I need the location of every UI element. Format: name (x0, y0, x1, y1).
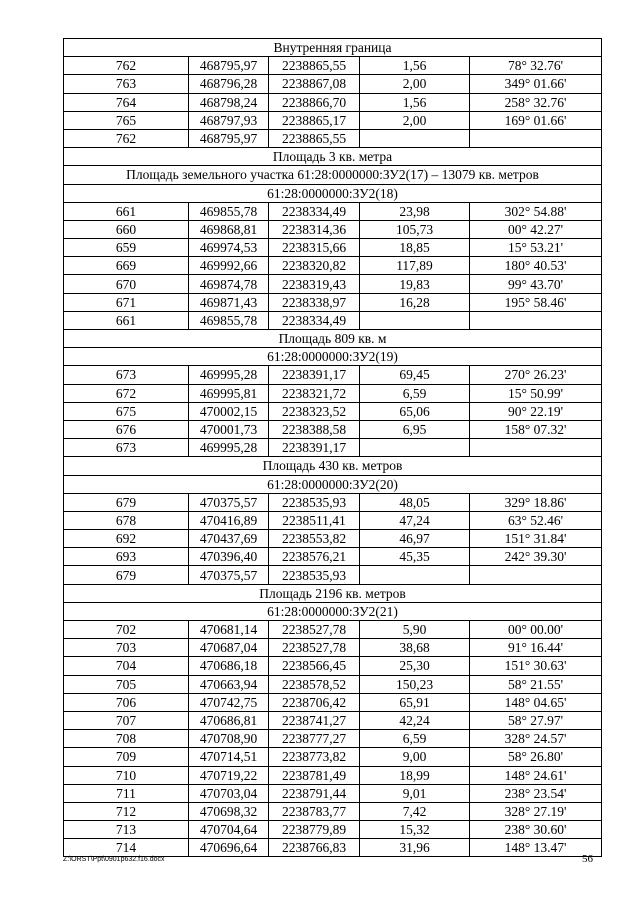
x-coordinate-cell: 470742,75 (189, 693, 269, 711)
direction-angle-cell: 151° 31.84' (470, 530, 602, 548)
y-coordinate-cell: 2238321,72 (269, 384, 360, 402)
distance-cell: 15,32 (360, 821, 470, 839)
point-number-cell: 765 (64, 111, 189, 129)
y-coordinate-cell: 2238527,78 (269, 639, 360, 657)
direction-angle-cell (470, 566, 602, 584)
direction-angle-cell: 158° 07.32' (470, 420, 602, 438)
distance-cell: 65,06 (360, 402, 470, 420)
table-row (64, 748, 602, 766)
y-coordinate-cell: 2238706,42 (269, 693, 360, 711)
direction-angle-cell: 15° 50.99' (470, 384, 602, 402)
y-coordinate-cell: 2238866,70 (269, 93, 360, 111)
point-number-cell: 703 (64, 639, 189, 657)
y-coordinate-cell: 2238865,55 (269, 129, 360, 147)
section-header-row (64, 584, 602, 602)
x-coordinate-cell: 470703,04 (189, 784, 269, 802)
point-number-cell: 709 (64, 748, 189, 766)
distance-cell: 25,30 (360, 657, 470, 675)
table-row (64, 129, 602, 147)
table-row (64, 493, 602, 511)
section-header-row (64, 184, 602, 202)
table-row (64, 93, 602, 111)
distance-cell: 47,24 (360, 511, 470, 529)
direction-angle-cell: 91° 16.44' (470, 639, 602, 657)
point-number-cell: 672 (64, 384, 189, 402)
distance-cell (360, 129, 470, 147)
distance-cell: 5,90 (360, 621, 470, 639)
point-number-cell: 702 (64, 621, 189, 639)
x-coordinate-cell: 469995,28 (189, 366, 269, 384)
section-header-cell: 61:28:0000000:ЗУ2(18) (64, 184, 602, 202)
table-row (64, 239, 602, 257)
x-coordinate-cell: 469868,81 (189, 220, 269, 238)
direction-angle-cell: 99° 43.70' (470, 275, 602, 293)
y-coordinate-cell: 2238741,27 (269, 711, 360, 729)
distance-cell: 105,73 (360, 220, 470, 238)
point-number-cell: 714 (64, 839, 189, 857)
distance-cell: 65,91 (360, 693, 470, 711)
direction-angle-cell (470, 129, 602, 147)
direction-angle-cell: 302° 54.88' (470, 202, 602, 220)
table-row (64, 730, 602, 748)
x-coordinate-cell: 470001,73 (189, 420, 269, 438)
table-row (64, 548, 602, 566)
table-row (64, 821, 602, 839)
table-row (64, 293, 602, 311)
x-coordinate-cell: 470396,40 (189, 548, 269, 566)
distance-cell: 48,05 (360, 493, 470, 511)
x-coordinate-cell: 470437,69 (189, 530, 269, 548)
direction-angle-cell: 58° 21.55' (470, 675, 602, 693)
table-row (64, 693, 602, 711)
distance-cell: 46,97 (360, 530, 470, 548)
y-coordinate-cell: 2238391,17 (269, 439, 360, 457)
direction-angle-cell: 329° 18.86' (470, 493, 602, 511)
distance-cell: 9,01 (360, 784, 470, 802)
y-coordinate-cell: 2238315,66 (269, 239, 360, 257)
direction-angle-cell: 58° 26.80' (470, 748, 602, 766)
x-coordinate-cell: 468795,97 (189, 129, 269, 147)
x-coordinate-cell: 468796,28 (189, 75, 269, 93)
distance-cell: 7,42 (360, 802, 470, 820)
table-row (64, 75, 602, 93)
distance-cell: 150,23 (360, 675, 470, 693)
y-coordinate-cell: 2238766,83 (269, 839, 360, 857)
y-coordinate-cell: 2238553,82 (269, 530, 360, 548)
distance-cell: 42,24 (360, 711, 470, 729)
direction-angle-cell: 349° 01.66' (470, 75, 602, 93)
table-row (64, 802, 602, 820)
y-coordinate-cell: 2238566,45 (269, 657, 360, 675)
y-coordinate-cell: 2238783,77 (269, 802, 360, 820)
x-coordinate-cell: 470696,64 (189, 839, 269, 857)
x-coordinate-cell: 469995,28 (189, 439, 269, 457)
direction-angle-cell: 148° 24.61' (470, 766, 602, 784)
point-number-cell: 673 (64, 439, 189, 457)
distance-cell: 6,95 (360, 420, 470, 438)
x-coordinate-cell: 469855,78 (189, 311, 269, 329)
table-row (64, 402, 602, 420)
coordinates-table (63, 38, 602, 857)
direction-angle-cell: 63° 52.46' (470, 511, 602, 529)
distance-cell: 19,83 (360, 275, 470, 293)
direction-angle-cell: 148° 04.65' (470, 693, 602, 711)
table-row (64, 657, 602, 675)
y-coordinate-cell: 2238777,27 (269, 730, 360, 748)
y-coordinate-cell: 2238338,97 (269, 293, 360, 311)
distance-cell: 23,98 (360, 202, 470, 220)
point-number-cell: 710 (64, 766, 189, 784)
point-number-cell: 678 (64, 511, 189, 529)
y-coordinate-cell: 2238773,82 (269, 748, 360, 766)
section-header-row (64, 39, 602, 57)
y-coordinate-cell: 2238576,21 (269, 548, 360, 566)
distance-cell (360, 311, 470, 329)
point-number-cell: 669 (64, 257, 189, 275)
y-coordinate-cell: 2238388,58 (269, 420, 360, 438)
distance-cell (360, 439, 470, 457)
distance-cell (360, 566, 470, 584)
table-row (64, 220, 602, 238)
y-coordinate-cell: 2238867,08 (269, 75, 360, 93)
point-number-cell: 676 (64, 420, 189, 438)
y-coordinate-cell: 2238323,52 (269, 402, 360, 420)
table-row (64, 766, 602, 784)
section-header-row (64, 148, 602, 166)
page-number: 56 (582, 853, 593, 865)
point-number-cell: 762 (64, 57, 189, 75)
x-coordinate-cell: 470719,22 (189, 766, 269, 784)
table-row (64, 57, 602, 75)
point-number-cell: 670 (64, 275, 189, 293)
table-row (64, 420, 602, 438)
direction-angle-cell: 148° 13.47' (470, 839, 602, 857)
table-row (64, 839, 602, 857)
point-number-cell: 707 (64, 711, 189, 729)
section-header-cell: Площадь 3 кв. метра (64, 148, 602, 166)
y-coordinate-cell: 2238334,49 (269, 311, 360, 329)
direction-angle-cell (470, 311, 602, 329)
x-coordinate-cell: 470698,32 (189, 802, 269, 820)
distance-cell: 2,00 (360, 111, 470, 129)
section-header-cell: Площадь 2196 кв. метров (64, 584, 602, 602)
table-row (64, 639, 602, 657)
x-coordinate-cell: 470686,81 (189, 711, 269, 729)
section-header-row (64, 457, 602, 475)
direction-angle-cell: 328° 24.57' (470, 730, 602, 748)
table-row (64, 311, 602, 329)
x-coordinate-cell: 469992,66 (189, 257, 269, 275)
x-coordinate-cell: 470416,89 (189, 511, 269, 529)
direction-angle-cell: 15° 53.21' (470, 239, 602, 257)
section-header-cell: Площадь 809 кв. м (64, 330, 602, 348)
distance-cell: 1,56 (360, 93, 470, 111)
table-row (64, 530, 602, 548)
x-coordinate-cell: 468797,93 (189, 111, 269, 129)
distance-cell: 38,68 (360, 639, 470, 657)
coordinates-table-body (64, 39, 602, 857)
section-header-cell: 61:28:0000000:ЗУ2(20) (64, 475, 602, 493)
point-number-cell: 661 (64, 202, 189, 220)
direction-angle-cell: 58° 27.97' (470, 711, 602, 729)
direction-angle-cell: 258° 32.76' (470, 93, 602, 111)
y-coordinate-cell: 2238535,93 (269, 493, 360, 511)
section-header-row (64, 330, 602, 348)
section-header-cell: Внутренняя граница (64, 39, 602, 57)
direction-angle-cell: 242° 39.30' (470, 548, 602, 566)
distance-cell: 6,59 (360, 384, 470, 402)
direction-angle-cell (470, 439, 602, 457)
point-number-cell: 704 (64, 657, 189, 675)
point-number-cell: 762 (64, 129, 189, 147)
x-coordinate-cell: 470663,94 (189, 675, 269, 693)
point-number-cell: 708 (64, 730, 189, 748)
distance-cell: 16,28 (360, 293, 470, 311)
direction-angle-cell: 00° 00.00' (470, 621, 602, 639)
point-number-cell: 692 (64, 530, 189, 548)
table-row (64, 511, 602, 529)
table-row (64, 202, 602, 220)
y-coordinate-cell: 2238314,36 (269, 220, 360, 238)
y-coordinate-cell: 2238535,93 (269, 566, 360, 584)
direction-angle-cell: 78° 32.76' (470, 57, 602, 75)
point-number-cell: 711 (64, 784, 189, 802)
distance-cell: 9,00 (360, 748, 470, 766)
section-header-cell: Площадь 430 кв. метров (64, 457, 602, 475)
table-row (64, 566, 602, 584)
point-number-cell: 671 (64, 293, 189, 311)
section-header-row (64, 602, 602, 620)
table-row (64, 621, 602, 639)
point-number-cell: 675 (64, 402, 189, 420)
section-header-cell: 61:28:0000000:ЗУ2(19) (64, 348, 602, 366)
y-coordinate-cell: 2238781,49 (269, 766, 360, 784)
point-number-cell: 764 (64, 93, 189, 111)
point-number-cell: 763 (64, 75, 189, 93)
point-number-cell: 679 (64, 493, 189, 511)
x-coordinate-cell: 468795,97 (189, 57, 269, 75)
direction-angle-cell: 180° 40.53' (470, 257, 602, 275)
direction-angle-cell: 00° 42.27' (470, 220, 602, 238)
x-coordinate-cell: 470708,90 (189, 730, 269, 748)
x-coordinate-cell: 470687,04 (189, 639, 269, 657)
x-coordinate-cell: 469874,78 (189, 275, 269, 293)
x-coordinate-cell: 469995,81 (189, 384, 269, 402)
section-header-cell: Площадь земельного участка 61:28:0000000:ЗУ2(17) – 13079 кв. метров (64, 166, 602, 184)
distance-cell: 1,56 (360, 57, 470, 75)
table-row (64, 366, 602, 384)
section-header-row (64, 166, 602, 184)
footer-file-path: Z:\ORST\Ppt\0901p632.f16.docx (63, 856, 165, 863)
direction-angle-cell: 238° 30.60' (470, 821, 602, 839)
distance-cell: 45,35 (360, 548, 470, 566)
distance-cell: 6,59 (360, 730, 470, 748)
point-number-cell: 713 (64, 821, 189, 839)
point-number-cell: 673 (64, 366, 189, 384)
table-row (64, 439, 602, 457)
point-number-cell: 659 (64, 239, 189, 257)
point-number-cell: 660 (64, 220, 189, 238)
x-coordinate-cell: 468798,24 (189, 93, 269, 111)
y-coordinate-cell: 2238779,89 (269, 821, 360, 839)
distance-cell: 18,85 (360, 239, 470, 257)
table-row (64, 257, 602, 275)
x-coordinate-cell: 470002,15 (189, 402, 269, 420)
direction-angle-cell: 195° 58.46' (470, 293, 602, 311)
x-coordinate-cell: 470681,14 (189, 621, 269, 639)
distance-cell: 2,00 (360, 75, 470, 93)
direction-angle-cell: 151° 30.63' (470, 657, 602, 675)
y-coordinate-cell: 2238791,44 (269, 784, 360, 802)
x-coordinate-cell: 469855,78 (189, 202, 269, 220)
y-coordinate-cell: 2238319,43 (269, 275, 360, 293)
section-header-cell: 61:28:0000000:ЗУ2(21) (64, 602, 602, 620)
x-coordinate-cell: 470714,51 (189, 748, 269, 766)
x-coordinate-cell: 469974,53 (189, 239, 269, 257)
distance-cell: 117,89 (360, 257, 470, 275)
direction-angle-cell: 238° 23.54' (470, 784, 602, 802)
section-header-row (64, 348, 602, 366)
x-coordinate-cell: 470704,64 (189, 821, 269, 839)
direction-angle-cell: 90° 22.19' (470, 402, 602, 420)
point-number-cell: 712 (64, 802, 189, 820)
point-number-cell: 706 (64, 693, 189, 711)
table-row (64, 711, 602, 729)
x-coordinate-cell: 470375,57 (189, 493, 269, 511)
y-coordinate-cell: 2238865,17 (269, 111, 360, 129)
direction-angle-cell: 328° 27.19' (470, 802, 602, 820)
distance-cell: 69,45 (360, 366, 470, 384)
table-row (64, 384, 602, 402)
y-coordinate-cell: 2238320,82 (269, 257, 360, 275)
point-number-cell: 661 (64, 311, 189, 329)
x-coordinate-cell: 469871,43 (189, 293, 269, 311)
x-coordinate-cell: 470375,57 (189, 566, 269, 584)
section-header-row (64, 475, 602, 493)
point-number-cell: 693 (64, 548, 189, 566)
table-row (64, 275, 602, 293)
y-coordinate-cell: 2238391,17 (269, 366, 360, 384)
y-coordinate-cell: 2238865,55 (269, 57, 360, 75)
y-coordinate-cell: 2238578,52 (269, 675, 360, 693)
table-row (64, 784, 602, 802)
x-coordinate-cell: 470686,18 (189, 657, 269, 675)
table-row (64, 675, 602, 693)
y-coordinate-cell: 2238511,41 (269, 511, 360, 529)
point-number-cell: 679 (64, 566, 189, 584)
table-row (64, 111, 602, 129)
y-coordinate-cell: 2238334,49 (269, 202, 360, 220)
direction-angle-cell: 169° 01.66' (470, 111, 602, 129)
direction-angle-cell: 270° 26.23' (470, 366, 602, 384)
distance-cell: 18,99 (360, 766, 470, 784)
y-coordinate-cell: 2238527,78 (269, 621, 360, 639)
point-number-cell: 705 (64, 675, 189, 693)
distance-cell: 31,96 (360, 839, 470, 857)
